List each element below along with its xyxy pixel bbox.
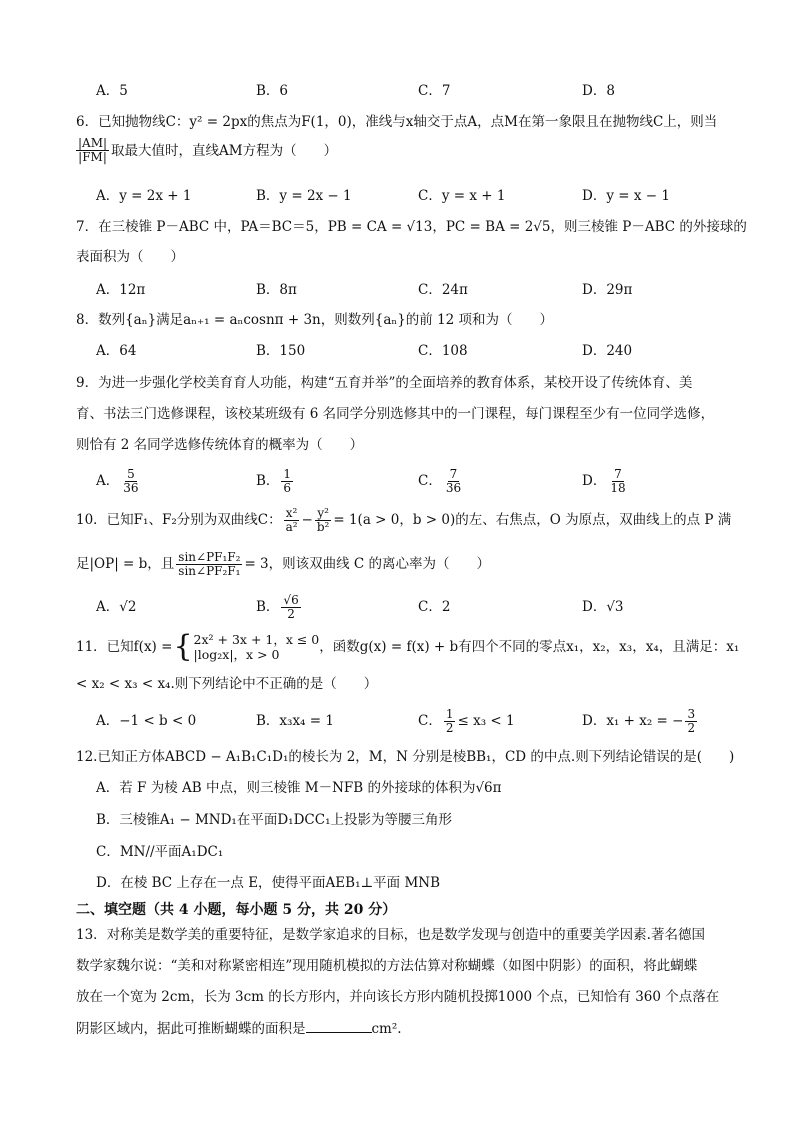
q7-stem-line2: 表面积为（ ）: [76, 249, 184, 265]
q6-ratio-fraction: [76, 137, 109, 164]
q9-option-b-den: 6: [283, 480, 292, 495]
q10-option-b-label: B．: [256, 599, 280, 615]
q11-stem-line2: < x₂ < x₃ < x₄.则下列结论中不正确的是（ ）: [76, 676, 378, 692]
q6-stem-line2: [74, 137, 337, 164]
q5-option-c[interactable]: C．7: [418, 83, 451, 99]
q12-option-a[interactable]: A．若 F 为棱 AB 中点，则三棱锥 M－NFB 的外接球的体积为√6π: [96, 780, 502, 796]
q9-option-b-num: 1: [283, 466, 292, 481]
q9-stem-line1: 9．为进一步强化学校美育育人功能，构建“五育并举”的全面培养的教育体系，某校开设了传统体育、美: [76, 375, 693, 391]
q10-y-num: y²: [317, 505, 329, 520]
q9-option-a[interactable]: [96, 464, 143, 498]
q13-stem-line1: 13．对称美是数学美的重要特征，是数学家追求的目标，也是数学发现与创造中的重要美学因素.著名德国: [76, 927, 705, 943]
q8-stem-line1: 8．数列{aₙ}满足aₙ₊₁ = aₙcosnπ + 3n，则数列{aₙ}的前 12 项和为（ ）: [76, 312, 554, 328]
q11-option-d-den: 2: [687, 720, 696, 735]
q6-options: [96, 186, 736, 206]
q9-option-c-fraction: [444, 468, 463, 495]
q6-option-a[interactable]: A．y = 2x + 1: [96, 188, 192, 204]
q11-stem-post: ，函数g(x) = f(x) + b有四个不同的零点x₁，x₂，x₃，x₄，且满足：x₁: [319, 639, 740, 655]
q10-option-c[interactable]: C．2: [418, 599, 451, 615]
q13-answer-blank[interactable]: [306, 1018, 372, 1033]
q8-option-b[interactable]: B．150: [256, 343, 306, 359]
q11-piecewise: [194, 632, 320, 662]
q13-stem-line4-text: 阴影区域内，据此可推断蝴蝶的面积是: [76, 1021, 306, 1037]
q9-stem-line3: 则恰有 2 名同学选修传统体育的概率为（ ）: [76, 437, 364, 453]
q10-stem-post: = 1(a > 0，b > 0)的左、右焦点，O 为原点，双曲线上的点 P 满: [333, 512, 732, 528]
q10-option-a[interactable]: A．√2: [96, 599, 137, 615]
q13-stem-line2: 数学家魏尔说：“美和对称紧密相连”现用随机模拟的方法估算对称蝴蝶（如图中阴影）的面积，将此蝴蝶: [76, 958, 698, 974]
q8-option-c[interactable]: C．108: [418, 343, 468, 359]
q9-option-b[interactable]: [256, 464, 295, 498]
q9-option-d-label: D．: [582, 473, 607, 489]
q10-stem2-pre: 足|OP| = b，且: [76, 556, 175, 572]
q11-option-c-den: 2: [445, 720, 454, 735]
q6-ratio-numerator: |AM|: [78, 136, 108, 150]
q10-stem2-post: = 3，则该双曲线 C 的离心率为（ ）: [244, 556, 491, 572]
q9-option-a-num: 5: [127, 466, 135, 481]
q9-option-b-label: B．: [256, 473, 280, 489]
q10-sine-den: sin∠PF₂F₁: [178, 563, 241, 578]
q11-option-c-rest: ≤ x₃ < 1: [457, 713, 515, 729]
q10-x-den: a²: [285, 519, 298, 534]
q9-option-d[interactable]: [582, 464, 630, 498]
q8-option-d[interactable]: D．240: [582, 343, 633, 359]
q9-option-d-fraction: [608, 468, 627, 495]
q11-option-b[interactable]: B．x₃x₄ = 1: [256, 713, 334, 729]
q6-option-c[interactable]: C．y = x + 1: [418, 188, 506, 204]
q7-option-c[interactable]: C．24π: [418, 282, 468, 298]
q5-option-a[interactable]: A．5: [96, 83, 128, 99]
q10-stem-pre: 10．已知F₁、F₂分别为双曲线C：: [76, 512, 282, 528]
q12-option-b[interactable]: B．三棱锥A₁ − MND₁在平面D₁DCC₁上投影为等腰三角形: [96, 812, 452, 828]
q9-option-c-num: 7: [449, 466, 458, 481]
q11-options: [96, 704, 736, 738]
q11-option-d[interactable]: [582, 704, 699, 738]
q8-option-a[interactable]: A．64: [96, 343, 137, 359]
q8-options: [96, 341, 736, 361]
q10-option-d[interactable]: D．√3: [582, 599, 624, 615]
q11-option-c[interactable]: [418, 704, 515, 738]
q11-stem-line1: [76, 630, 739, 664]
section-2-heading: 二、填空题（共 4 小题，每小题 5 分，共 20 分）: [76, 902, 397, 918]
q10-stem-line1: [76, 505, 731, 535]
q11-brace: {: [173, 629, 193, 664]
q11-option-a[interactable]: A．−1 < b < 0: [96, 713, 197, 729]
q11-option-c-label: C．: [418, 713, 442, 729]
q10-stem-line2: [76, 549, 490, 579]
q10-sine-num: sin∠PF₁F₂: [178, 549, 241, 564]
q10-option-b[interactable]: [256, 590, 303, 624]
q9-option-a-fraction: [121, 468, 140, 495]
q13-stem-line4: [76, 1018, 402, 1039]
q9-option-a-den: 36: [123, 480, 139, 495]
q10-y-fraction: [315, 507, 332, 534]
q10-options: [96, 590, 736, 624]
q10-sine-fraction: [176, 551, 242, 578]
q5-options: [96, 81, 696, 101]
q10-option-b-den: 2: [287, 606, 295, 621]
q9-option-b-fraction: [281, 468, 293, 495]
q11-option-c-fraction: [444, 708, 456, 735]
q6-stem-rest: 取最大值时，直线AM方程为（ ）: [111, 142, 338, 159]
q10-option-b-fraction: [281, 594, 300, 621]
q10-x-num: x²: [285, 505, 298, 520]
q7-options: [96, 280, 736, 300]
q11-stem-pre: 11．已知f(x) =: [76, 639, 173, 655]
q10-option-b-num: √6: [283, 592, 299, 607]
q9-stem-line2: 育、书法三门选修课程，该校某班级有 6 名同学分别选修其中的一门课程，每门课程至少有一位同学选修，: [76, 406, 715, 422]
q6-option-b[interactable]: B．y = 2x − 1: [256, 188, 352, 204]
q9-option-c-label: C．: [418, 473, 442, 489]
q13-unit: cm².: [371, 1021, 402, 1037]
q9-option-c-den: 36: [445, 480, 462, 495]
q11-option-d-fraction: [685, 708, 697, 735]
q9-options: [96, 464, 736, 498]
q9-option-a-label: A．: [96, 473, 120, 489]
q11-case-2: |log₂x|，x > 0: [193, 647, 280, 662]
q11-option-d-num: 3: [687, 706, 696, 721]
q5-option-d[interactable]: D．8: [582, 83, 615, 99]
q12-stem-line1: 12.已知正方体ABCD − A₁B₁C₁D₁的棱长为 2，M，N 分别是棱BB₁，CD 的中点.则下列结论错误的是( ): [76, 749, 735, 765]
q7-option-b[interactable]: B．8π: [256, 282, 297, 298]
q9-option-c[interactable]: [418, 464, 465, 498]
q6-option-d[interactable]: D．y = x − 1: [582, 188, 670, 204]
q10-y-den: b²: [316, 519, 330, 534]
q7-stem-line1: 7．在三棱锥 P－ABC 中，PA＝BC＝5，PB = CA = √13，PC = BA = 2√5，则三棱锥 P－ABC 的外接球的: [76, 219, 747, 235]
q9-option-d-den: 18: [610, 480, 626, 495]
q9-option-d-num: 7: [614, 466, 622, 481]
q11-option-d-pre: D．x₁ + x₂ = −: [582, 713, 684, 729]
q11-option-c-num: 1: [445, 706, 454, 721]
q5-option-b[interactable]: B．6: [256, 83, 289, 99]
q12-option-c[interactable]: C．MN//平面A₁DC₁: [96, 844, 224, 860]
q6-ratio-denominator: |FM|: [78, 150, 107, 164]
q13-stem-line3: 放在一个宽为 2cm，长为 3cm 的长方形内，并向该长方形内随机投掷1000 个点，已知恰有 360 个点落在: [76, 989, 720, 1005]
q11-case-1: 2x² + 3x + 1，x ≤ 0: [193, 632, 320, 647]
q7-option-d[interactable]: D．29π: [582, 282, 633, 298]
q12-option-d[interactable]: D．在棱 BC 上存在一点 E，使得平面AEB₁⊥平面 MNB: [96, 875, 441, 891]
q6-stem-line1: 6．已知抛物线C：y² = 2px的焦点为F(1，0)，准线与x轴交于点A，点M在第一象限且在抛物线C上，则当: [76, 114, 718, 130]
q7-option-a[interactable]: A．12π: [96, 282, 146, 298]
q10-minus-sign: −: [301, 512, 313, 528]
q10-x-fraction: [284, 507, 300, 534]
